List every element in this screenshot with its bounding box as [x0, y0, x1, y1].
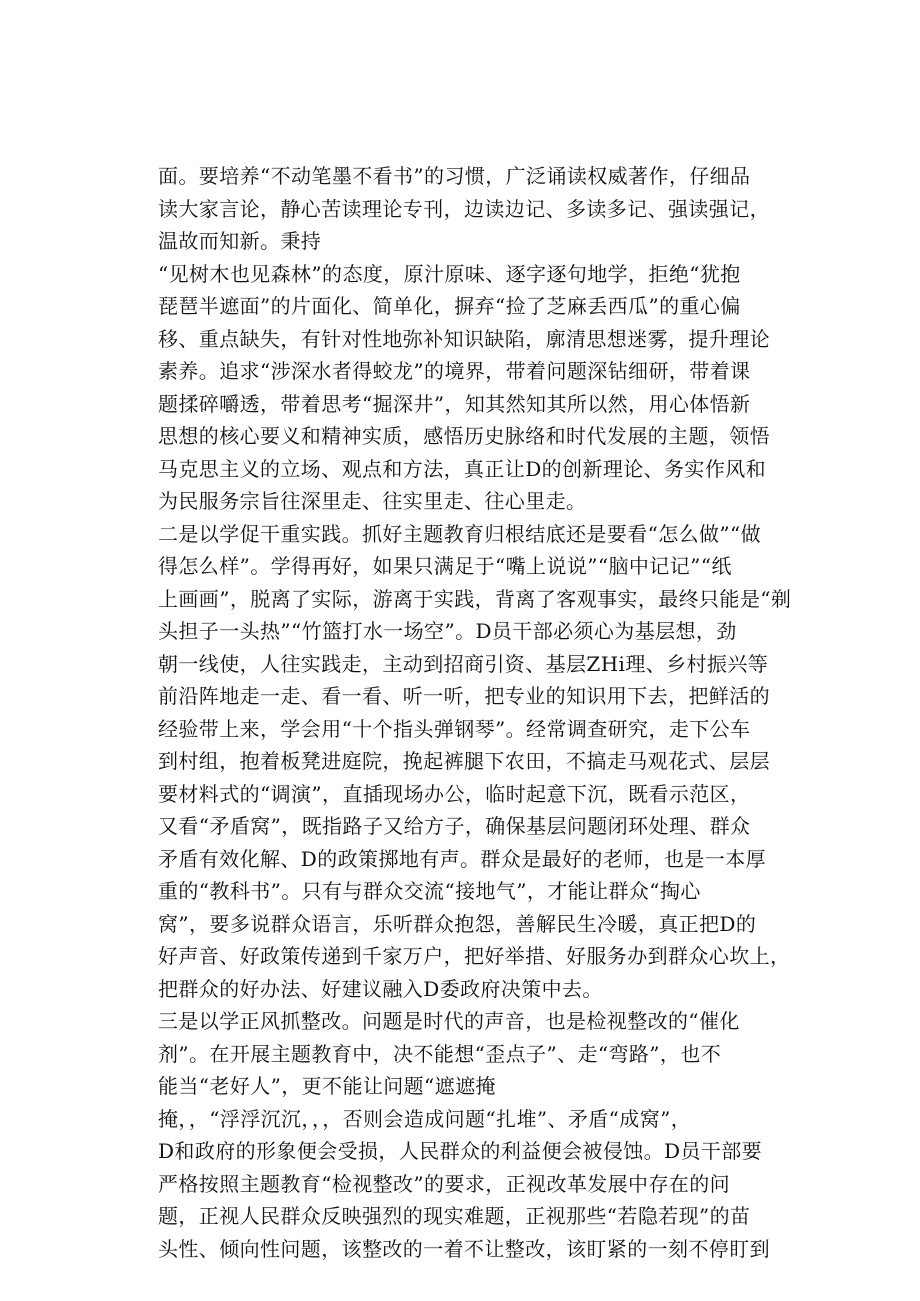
text-line: D和政府的形象便会受损，人民群众的利益便会被侵蚀。D员干部要 — [158, 1139, 763, 1163]
text-line: 经验带上来，学会用“十个指头弹钢琴”。经常调查研究，走下公车 — [158, 716, 751, 741]
text-line: 严格按照主题教育“检视整改”的要求，正视改革发展中存在的问 — [158, 1171, 731, 1196]
text-line: 面。要培养“不动笔墨不看书”的习惯，广泛诵读权威著作，仔细品 — [158, 164, 751, 188]
text-line: 能当“老好人”，更不能让问题“遮遮掩 — [158, 1074, 496, 1098]
text-line: 矛盾有效化解、D的政策掷地有声。群众是最好的老师，也是一本厚 — [158, 846, 767, 871]
text-line: 温故而知新。秉持 — [158, 229, 322, 253]
text-line: 二是以学促干重实践。抓好主题教育归根结底还是要看“怎么做”“做 — [158, 521, 762, 546]
text-line: 头性、倾向性问题，该整改的一着不让整改，该盯紧的一刻不停盯到 — [158, 1236, 770, 1261]
text-line: 思想的核心要义和精神实质，感悟历史脉络和时代发展的主题，领悟 — [158, 424, 770, 448]
body-text — [158, 160, 792, 1265]
text-line: 又看“矛盾窝”，既指路子又给方子，确保基层问题闭环处理、群众 — [158, 814, 751, 838]
text-line: 掩，，“浮浮沉沉，，，否则会造成问题“扎堆”、矛盾“成窝”， — [158, 1106, 692, 1131]
text-line: 为民服务宗旨往深里走、往实里走、往心里走。 — [158, 489, 587, 513]
text-line: 窝”，要多说群众语言，乐听群众抱怨，善解民生冷暖，真正把D的 — [158, 911, 757, 936]
text-line: 重的“教科书”。只有与群众交流“接地气”，才能让群众“掏心 — [158, 879, 701, 903]
text-line: 上画画”，脱离了实际，游离于实践，背离了客观事实，最终只能是“剃 — [158, 586, 792, 611]
text-line: 题揉碎嚼透，带着思考“掘深井”，知其然知其所以然，用心体悟新 — [158, 391, 751, 416]
text-line: 移、重点缺失，有针对性地弥补知识缺陷，廓清思想迷雾，提升理论 — [158, 326, 770, 351]
text-line: 琵琶半遮面”的片面化、简单化，摒弃“捡了芝麻丢西瓜”的重心偏 — [158, 294, 741, 318]
text-line: 剂”。在开展主题教育中，决不能想“歪点子”、走“弯路”，也不 — [158, 1041, 722, 1066]
text-line: 前沿阵地走一走、看一看、听一听，把专业的知识用下去，把鲜活的 — [158, 684, 770, 708]
text-line: 读大家言论，静心苦读理论专刊，边读边记、多读多记、强读强记， — [158, 196, 770, 221]
text-line: 得怎么样”。学得再好，如果只满足于“嘴上说说”“脑中记记”“纸 — [158, 554, 732, 578]
text-line: 头担子一头热”“竹篮打水一场空”。D员干部必须心为基层想，劲 — [158, 619, 737, 643]
text-line: 三是以学正风抓整改。问题是时代的声音，也是检视整改的“催化 — [158, 1009, 740, 1033]
text-line: 要材料式的“调演”，直插现场办公，临时起意下沉，既看示范区， — [158, 781, 751, 806]
text-line: 题，正视人民群众反映强烈的现实难题，正视那些“若隐若现”的苗 — [158, 1204, 751, 1228]
text-line: 到村组，抱着板凳进庭院，挽起裤腿下农田，不搞走马观花式、层层 — [158, 749, 770, 773]
text-line: “见树木也见森林”的态度，原汁原味、逐字逐句地学，拒绝“犹抱 — [158, 261, 741, 286]
text-line: 把群众的好办法、好建议融入D委政府决策中去。 — [158, 976, 603, 1001]
text-line: 素养。追求“涉深水者得蛟龙”的境界，带着问题深钻细研，带着课 — [158, 359, 751, 383]
text-line: 好声音、好政策传递到千家万户，把好举措、好服务办到群众心坎上， — [158, 944, 791, 968]
text-line: 马克思主义的立场、观点和方法，真正让D的创新理论、务实作风和 — [158, 456, 767, 481]
text-line: 朝一线使，人往实践走，主动到招商引资、基层ZHi理、乡村振兴等 — [158, 651, 769, 676]
